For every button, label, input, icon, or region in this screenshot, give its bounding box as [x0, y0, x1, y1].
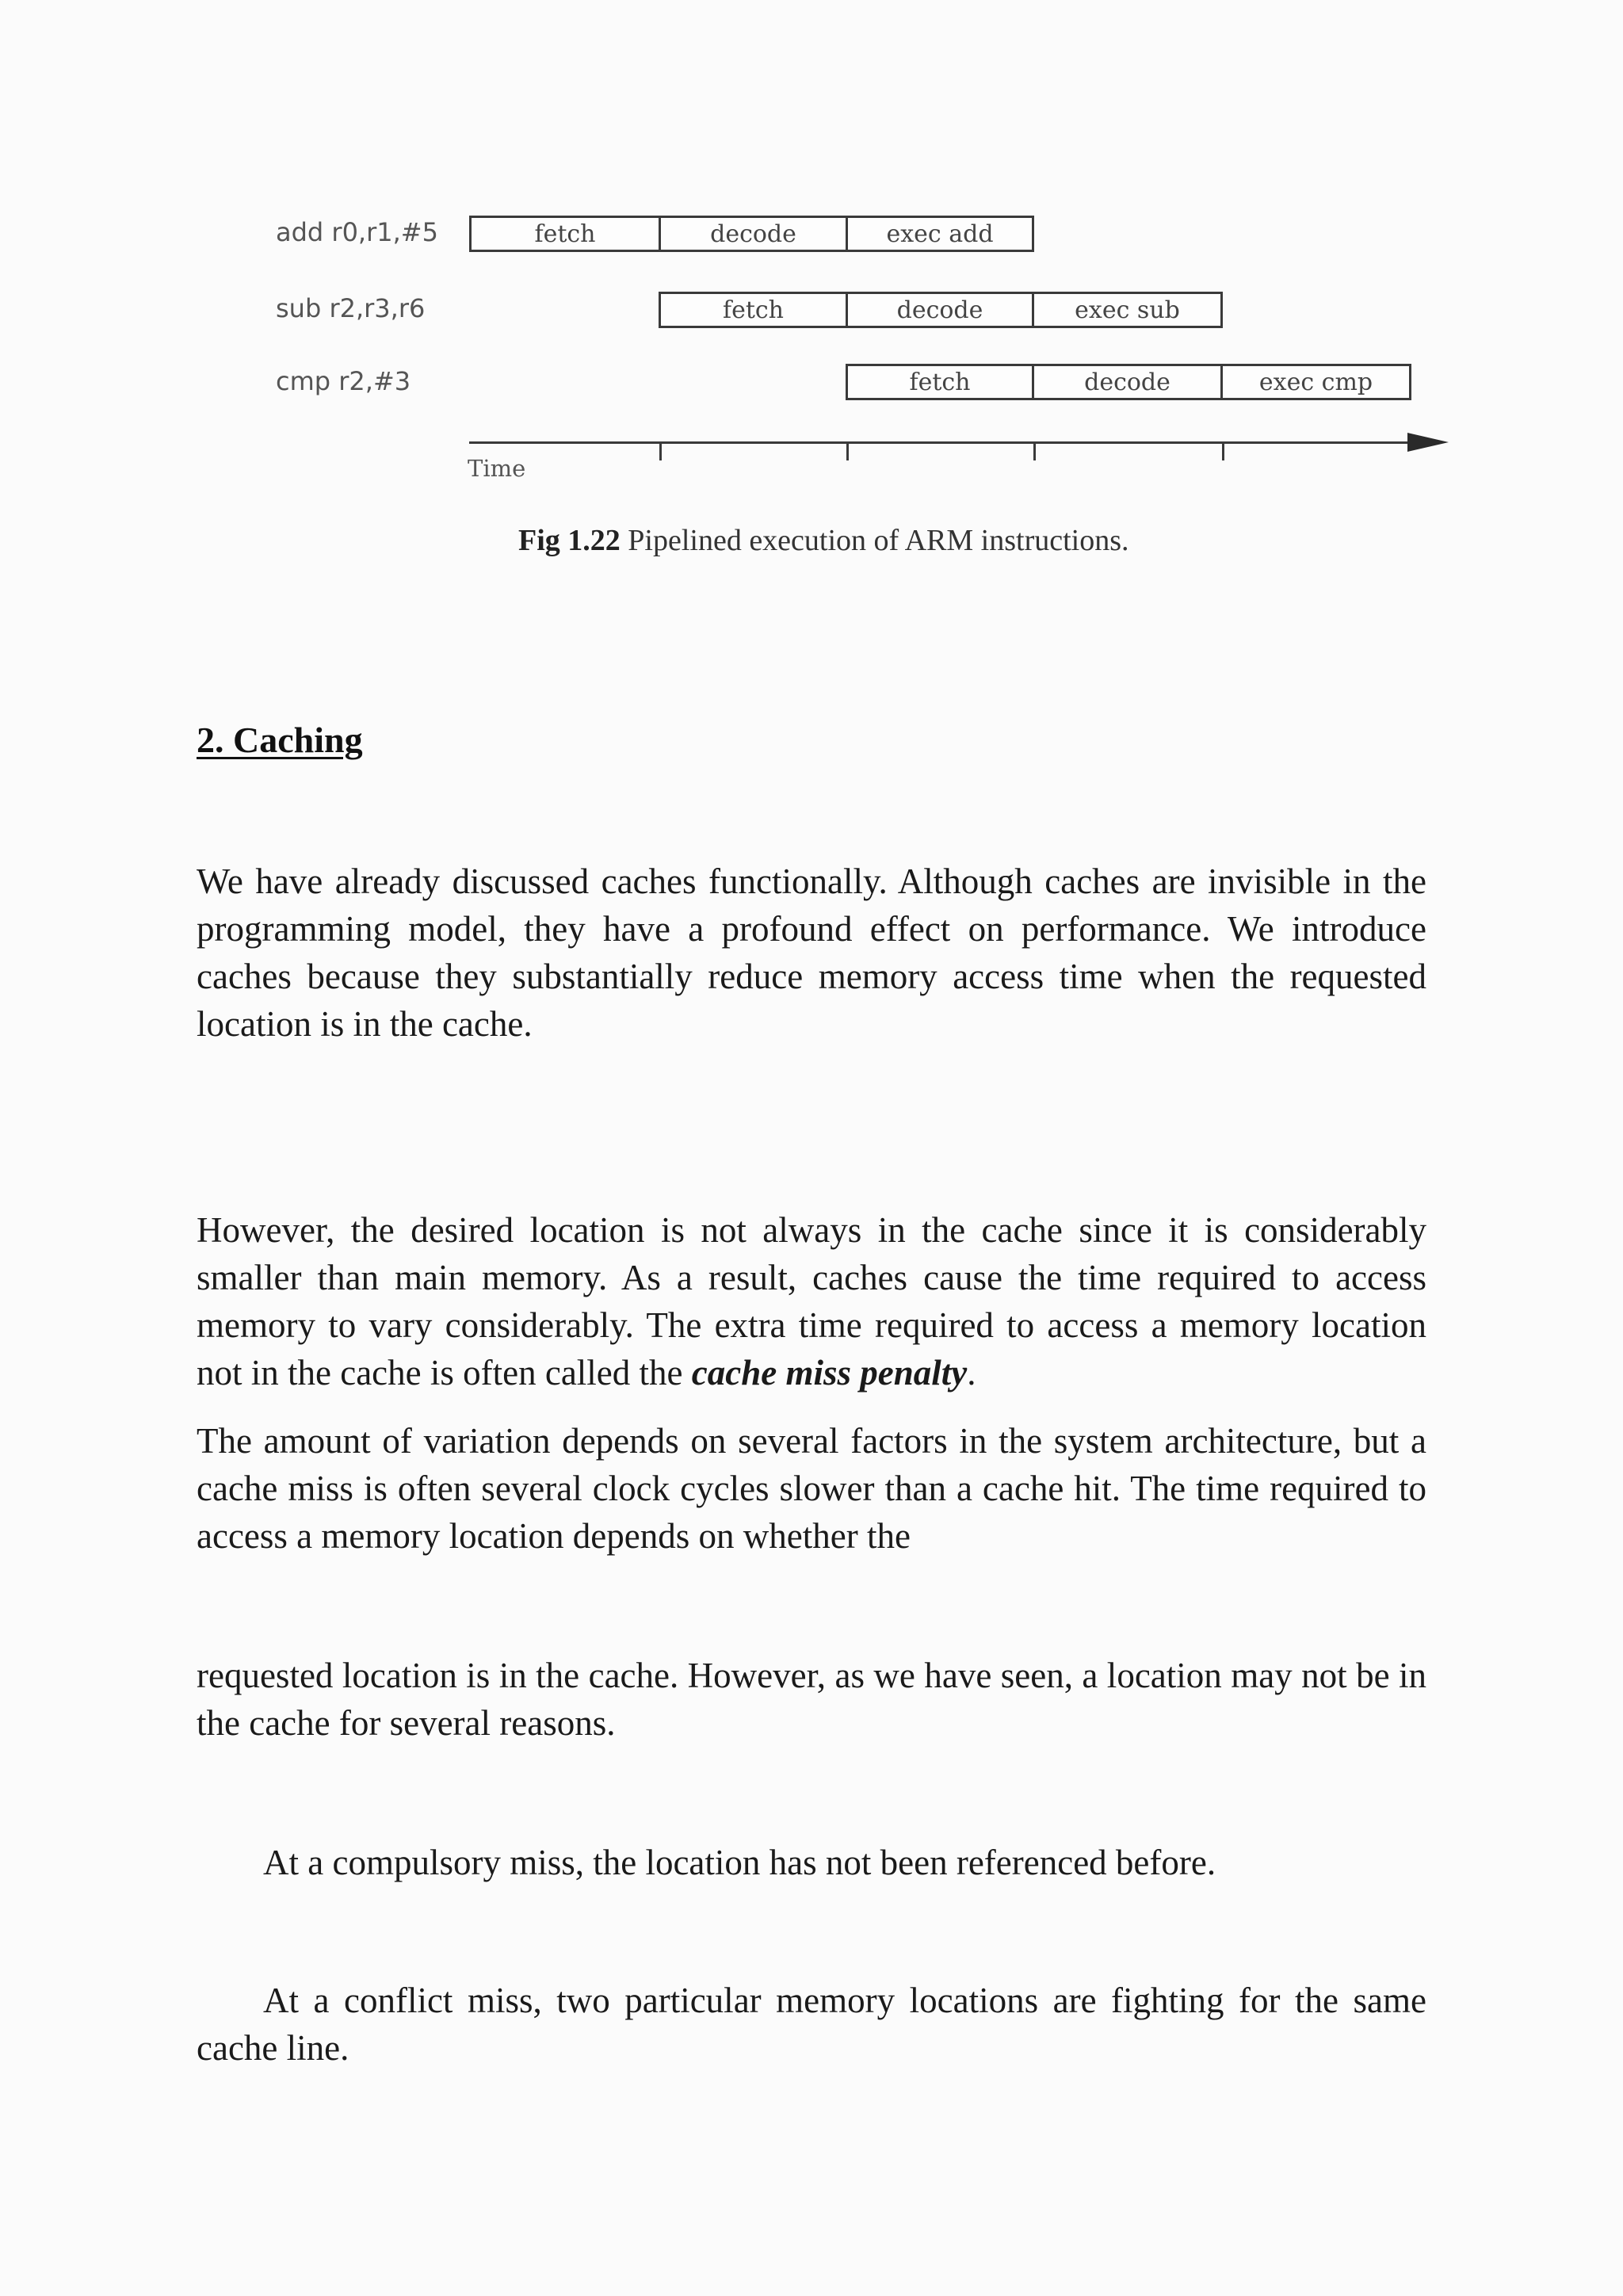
stage-decode-add: decode [659, 216, 848, 252]
stage-fetch-sub: fetch [659, 292, 848, 328]
instruction-label-add: add r0,r1,#5 [276, 217, 438, 247]
paragraph-miss-penalty-end: . [967, 1353, 976, 1392]
time-tick [1222, 443, 1224, 460]
figure-number: Fig 1.22 [518, 524, 621, 557]
section-heading: 2. Caching [197, 720, 363, 760]
stage-decode-cmp: decode [1032, 364, 1223, 400]
paragraph-reasons: requested location is in the cache. However, as we have seen, a location may not be in the cache for several reasons. [197, 1656, 1426, 1743]
time-tick [846, 443, 849, 460]
stage-fetch-cmp: fetch [846, 364, 1034, 400]
stage-exec-cmp: exec cmp [1220, 364, 1411, 400]
instruction-label-cmp: cmp r2,#3 [276, 366, 411, 396]
paragraph-variation: The amount of variation depends on several factors in the system architecture, but a cache miss is often several clock cycles slower than a cache hit. The time required to access a memory location depends on whether the [197, 1421, 1426, 1556]
term-cache-miss-penalty: cache miss penalty [691, 1353, 968, 1392]
figure-caption [0, 523, 1623, 558]
stage-fetch-add: fetch [469, 216, 661, 252]
time-axis-label: Time [468, 455, 526, 482]
stage-exec-sub: exec sub [1032, 292, 1223, 328]
paragraph-conflict-miss: At a conflict miss, two particular memory locations are fighting for the same cache line. [197, 1981, 1426, 2068]
time-tick [1033, 443, 1036, 460]
paragraph-miss-penalty [197, 1206, 1426, 1396]
stage-exec-add: exec add [846, 216, 1034, 252]
stage-decode-sub: decode [846, 292, 1034, 328]
time-axis [469, 441, 1412, 444]
instruction-label-sub: sub r2,r3,r6 [276, 293, 426, 323]
figure-caption-text: Pipelined execution of ARM instructions. [628, 524, 1129, 557]
pipeline-figure [0, 0, 1623, 602]
paragraph-miss-penalty-text: However, the desired location is not always in the cache since it is considerably smaller than main memory. As a result, caches cause the time required to access memory to vary considerably. The extra time required to access a memory location not in the cache is often called the [197, 1210, 1426, 1392]
time-arrow-head [1407, 433, 1449, 452]
paragraph-compulsory-miss: At a compulsory miss, the location has not been referenced before. [263, 1843, 1216, 1882]
paragraph-intro: We have already discussed caches functionally. Although caches are invisible in the programming model, they have a profound effect on performance. We introduce caches because they substantially reduce memory access time when the requested location is in the cache. [197, 861, 1426, 1044]
time-tick [659, 443, 662, 460]
